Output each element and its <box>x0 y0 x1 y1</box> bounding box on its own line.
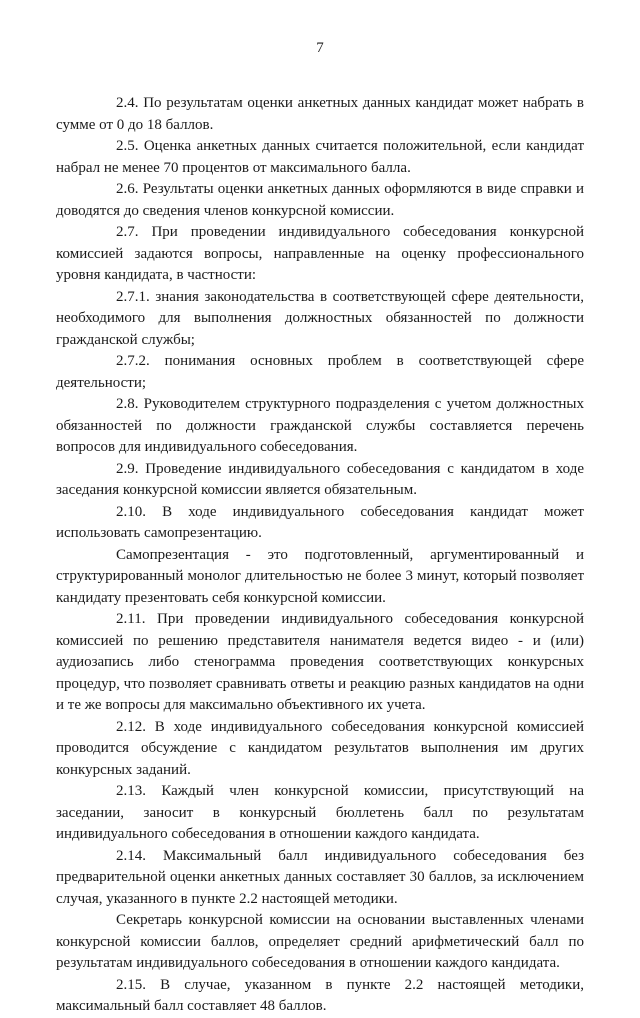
paragraph-secretary: Секретарь конкурсной комиссии на основании выставленных членами конкурсной комиссии баллов, определяет средний арифметический балл по результатам индивидуального собеседования в отношении каждого кандидата. <box>56 912 584 971</box>
paragraph-2-10: 2.10. В ходе индивидуального собеседования кандидат может использовать самопрезентацию. <box>56 503 584 541</box>
paragraph-2-8: 2.8. Руководителем структурного подразделения с учетом должностных обязанностей по должности гражданской службы составляется перечень вопросов для индивидуального собеседования. <box>56 396 584 455</box>
paragraph-2-14: 2.14. Максимальный балл индивидуального собеседования без предварительной оценки анкетных данных составляет 30 баллов, за исключением случая, указанного в пункте 2.2 настоящей методики. <box>56 847 584 907</box>
paragraph-self-presentation: Самопрезентация - это подготовленный, аргументированный и структурированный монолог длительностью не более 3 минут, который позволяет кандидату презентовать себя конкурсной комиссии. <box>56 546 584 606</box>
paragraph-2-7: 2.7. При проведении индивидуального собеседования конкурсной комиссией задаются вопросы, направленные на оценку профессионального уровня кандидата, в частности: <box>56 224 584 283</box>
document-body <box>56 93 584 1018</box>
paragraph-2-4: 2.4. По результатам оценки анкетных данных кандидат может набрать в сумме от 0 до 18 баллов. <box>56 95 584 133</box>
paragraph-2-13: 2.13. Каждый член конкурсной комиссии, присутствующий на заседании, заносит в конкурсный бюллетень балл по результатам индивидуального собеседования в отношении каждого кандидата. <box>56 783 584 842</box>
paragraph-2-9: 2.9. Проведение индивидуального собеседования с кандидатом в ходе заседания конкурсной комиссии является обязательным. <box>56 460 584 498</box>
paragraph-2-6: 2.6. Результаты оценки анкетных данных оформляются в виде справки и доводятся до сведения членов конкурсной комиссии. <box>56 181 584 219</box>
paragraph-2-7-2: 2.7.2. понимания основных проблем в соответствующей сфере деятельности; <box>56 353 584 391</box>
paragraph-2-11: 2.11. При проведении индивидуального собеседования конкурсной комиссией по решению представителя нанимателя ведется видео - и (или) аудиозапись либо стенограмма проведения соответствующих конкурсных процедур, что позволяет сравнивать ответы и реакцию разных кандидатов на одни и те же вопросы для максимально объективного их учета. <box>56 611 584 713</box>
paragraph-2-5: 2.5. Оценка анкетных данных считается положительной, если кандидат набрал не менее 70 процентов от максимального балла. <box>56 138 584 176</box>
paragraph-2-7-1: 2.7.1. знания законодательства в соответствующей сфере деятельности, необходимого для выполнения должностных обязанностей по должности гражданской службы; <box>56 288 584 348</box>
paragraph-2-15: 2.15. В случае, указанном в пункте 2.2 настоящей методики, максимальный балл составляет 48 баллов. <box>56 976 584 1014</box>
page-number: 7 <box>316 40 324 56</box>
paragraph-2-12: 2.12. В ходе индивидуального собеседования конкурсной комиссией проводится обсуждение с кандидатом результатов выполнения им других конкурсных заданий. <box>56 718 584 778</box>
